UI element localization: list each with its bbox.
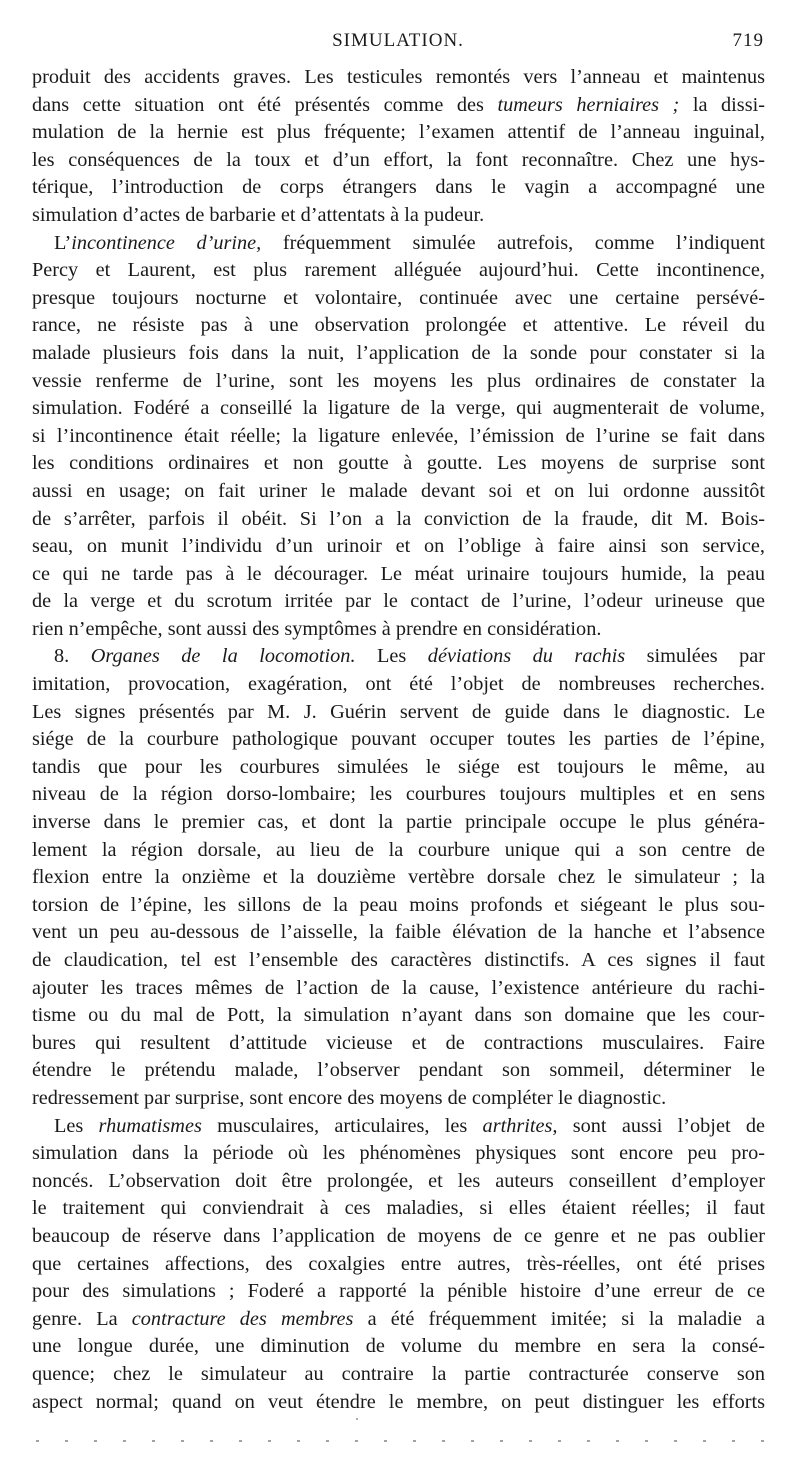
footer-dot [152,1440,155,1442]
text-line [32,616,765,644]
footer-dot [413,1440,416,1442]
text-line [32,1085,765,1113]
text-span: dans cette situation ont été présentés comme des [32,93,498,116]
text-span: 8. [54,645,91,668]
text-span: étendre le prétendu malade, l’observer pendant son sommeil, déterminer le [32,1059,765,1082]
print-speck [356,1418,358,1420]
footer-dot [500,1440,503,1442]
text-line [32,230,765,258]
footer-dot [36,1440,39,1442]
footer-dot [761,1440,764,1442]
text-line [32,588,765,616]
text-span: sont aussi l’objet de [557,1114,765,1137]
text-span: aspect normal; quand on veut étendre le membre, on peut distinguer les efforts [32,1390,765,1413]
text-span: redressement par surprise, sont encore des moyens de compléter le diagnostic. [32,1086,667,1109]
text-span: lement la région dorsale, au lieu de la courbure unique qui a son centre de [32,838,765,861]
text-span: torsion de l’épine, les sillons de la peau moins profonds et siégeant le plus sou- [32,893,765,916]
text-span: simulées par [625,645,765,668]
footer-dot [65,1440,68,1442]
text-line [32,809,765,837]
text-line [32,754,765,782]
text-line [32,174,765,202]
footer-dot [471,1440,474,1442]
footer-dot [181,1440,184,1442]
footer-dot [326,1440,329,1442]
text-span: simulation dans la période où les phénomènes physiques sont encore peu pro- [32,1142,765,1165]
text-span: ce qui ne tarde pas à le décourager. Le méat urinaire toujours humide, la peau [32,562,765,585]
text-line [32,478,765,506]
text-line [32,1168,765,1196]
text-line [32,781,765,809]
footer-dot [529,1440,532,1442]
text-span: a été fréquemment imitée; si la maladie a [353,1307,765,1330]
text-line [32,919,765,947]
footer-dot [674,1440,677,1442]
text-line [32,368,765,396]
text-span: si l’incontinence était réelle; la ligature enlevée, l’émission de l’urine se fait dans [32,424,765,447]
footer-dot [123,1440,126,1442]
text-line [32,340,765,368]
italic-span: rhumatismes [98,1114,202,1137]
text-line [32,975,765,1003]
text-line [32,1223,765,1251]
text-line [32,202,765,230]
italic-span: incontinence d’urine, [71,231,262,254]
text-span: une longue durée, une diminution de volume du membre en sera la consé- [32,1335,765,1358]
text-span: le traitement qui conviendrait à ces maladies, si elles étaient réelles; il faut [32,1197,765,1220]
text-line [32,1306,765,1334]
text-line [32,892,765,920]
footer-dot [732,1440,735,1442]
text-line [32,699,765,727]
text-span: de s’arrêter, parfois il obéit. Si l’on a la conviction de la fraude, dit M. Bois- [32,507,765,530]
italic-span: contracture des membres [131,1307,354,1330]
text-span: Les [355,645,428,668]
text-span: seau, on munit l’individu d’un urinoir et on l’oblige à faire ainsi son service, [32,535,765,558]
italic-span: tumeurs herniaires ; [497,93,680,116]
text-line [32,1002,765,1030]
text-span: fréquemment simulée autrefois, comme l’indiquent [261,231,765,254]
text-span: niveau de la région dorso-lombaire; les courbures toujours multiples et en sens [32,783,765,806]
text-line [32,506,765,534]
text-span: ajouter les traces mêmes de l’action de la cause, l’existence antérieure du rachi- [32,976,765,999]
text-line [32,1195,765,1223]
text-line [32,1057,765,1085]
text-span: mulation de la hernie est plus fréquente; l’examen attentif de l’anneau inguinal, [32,121,765,144]
text-span: de la verge et du scrotum irritée par le contact de l’urine, l’odeur urineuse que [32,590,765,613]
text-line [32,312,765,340]
text-span: genre. La [32,1307,132,1330]
footer-dot [703,1440,706,1442]
italic-span: arthrites, [482,1114,558,1137]
text-line [32,1113,765,1141]
page-number: 719 [732,30,764,51]
text-span: musculaires, articulaires, les [201,1114,483,1137]
text-line [32,643,765,671]
text-span: rien n’empêche, sont aussi des symptômes à prendre en considération. [32,617,602,640]
footer-dot [384,1440,387,1442]
italic-span: déviations du rachis [427,645,626,668]
text-line [32,1333,765,1361]
footer-dot [645,1440,648,1442]
text-line [32,285,765,313]
body-text [32,64,765,1416]
text-span: siége de la courbure pathologique pouvant occuper toutes les parties de l’épine, [32,728,765,751]
text-span: simulation d’actes de barbarie et d’attentats à la pudeur. [32,203,485,226]
footer-dot [210,1440,213,1442]
text-line [32,450,765,478]
text-span: rance, ne résiste pas à une observation prolongée et attentive. Le réveil du [32,314,765,337]
footer-dot [587,1440,590,1442]
text-line [32,1140,765,1168]
text-line [32,726,765,754]
text-span: vent un peu au-dessous de l’aisselle, la faible élévation de la hanche et l’absence [32,921,765,944]
text-line [32,92,765,120]
text-span: aussi en usage; on fait uriner le malade devant soi et on lui ordonne aussitôt [32,479,765,502]
text-span: la dissi- [679,93,765,116]
text-span: les conditions ordinaires et non goutte à goutte. Les moyens de surprise sont [32,452,765,475]
text-line [32,257,765,285]
footer-dot [94,1440,97,1442]
text-span: quence; chez le simulateur au contraire la partie contracturée conserve son [32,1362,765,1385]
text-span: Percy et Laurent, est plus rarement alléguée aujourd’hui. Cette incontinence, [32,259,765,282]
text-line [32,837,765,865]
text-span: simulation. Fodéré a conseillé la ligature de la verge, qui augmenterait de volume, [32,397,765,420]
text-span: tandis que pour les courbures simulées le siége est toujours le même, au [32,755,765,778]
text-line [32,947,765,975]
text-span: de claudication, tel est l’ensemble des caractères distinctifs. A ces signes il faut [32,949,765,971]
text-line [32,64,765,92]
text-line [32,671,765,699]
footer-dot [616,1440,619,1442]
text-span: noncés. L’observation doit être prolongée, et les auteurs conseillent d’employer [32,1169,765,1192]
text-span: vessie renferme de l’urine, sont les moyens les plus ordinaires de constater la [32,369,765,392]
text-span: Les signes présentés par M. J. Guérin servent de guide dans le diagnostic. Le [32,700,765,723]
running-title: SIMULATION. [332,30,464,51]
italic-span: Organes de la locomotion. [90,645,356,668]
text-span: tisme ou du mal de Pott, la simulation n’ayant dans son domaine que les cour- [32,1004,765,1027]
text-line [32,561,765,589]
text-line [32,423,765,451]
footer-dot [558,1440,561,1442]
text-span: L’ [54,231,72,254]
text-span: que certaines affections, des coxalgies entre autres, très-réelles, ont été prises [32,1252,765,1275]
running-head [32,30,764,58]
text-span: Les [54,1114,99,1137]
text-span: les conséquences de la toux et d’un effort, la font reconnaître. Chez une hys- [32,148,765,171]
text-span: térique, l’introduction de corps étrangers dans le vagin a accompagné une [32,176,765,199]
text-span: presque toujours nocturne et volontaire, continuée avec une certaine persévé- [32,286,765,309]
text-span: inverse dans le premier cas, et dont la partie principale occupe le plus généra- [32,811,765,834]
text-line [32,1361,765,1389]
text-span: imitation, provocation, exagération, ont été l’objet de nombreuses recherches. [32,673,765,696]
text-line [32,1389,765,1417]
text-span: bures qui resultent d’attitude vicieuse et de contractions musculaires. Faire [32,1031,765,1054]
footer-dot [239,1440,242,1442]
footer-dot [355,1440,358,1442]
text-span: beaucoup de réserve dans l’application de moyens de ce genre et ne pas oublier [32,1224,765,1247]
footer-dot [442,1440,445,1442]
text-line [32,119,765,147]
text-span: malade plusieurs fois dans la nuit, l’application de la sonde pour constater si la [32,341,765,364]
footer-dot [268,1440,271,1442]
text-line [32,395,765,423]
text-span: pour des simulations ; Foderé a rapporté la pénible histoire d’une erreur de ce [32,1280,765,1303]
footer-dot [297,1440,300,1442]
text-line [32,147,765,175]
text-span: flexion entre la onzième et la douzième vertèbre dorsale chez le simulateur ; la [32,866,765,889]
text-line [32,1278,765,1306]
footer-dots [36,1440,764,1446]
text-line [32,1030,765,1058]
text-line [32,1251,765,1279]
text-span: produit des accidents graves. Les testicules remontés vers l’anneau et maintenus [32,66,765,88]
text-line [32,533,765,561]
text-line [32,864,765,892]
